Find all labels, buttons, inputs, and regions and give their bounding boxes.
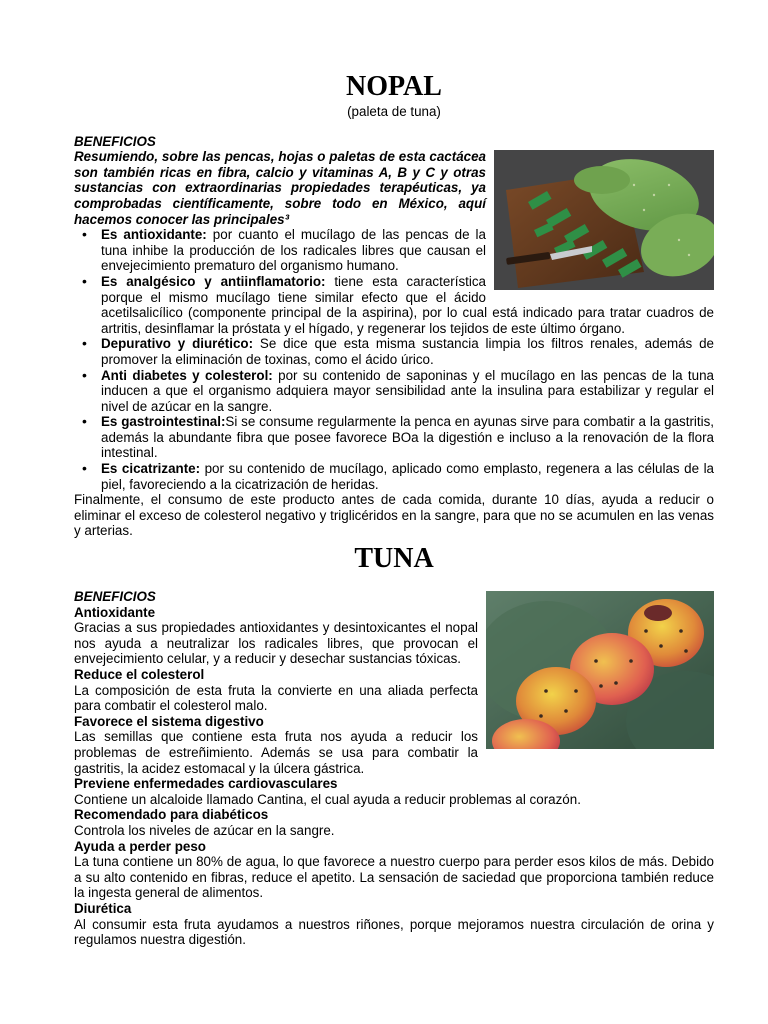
benefit-text: por cuanto el mucílago de las pencas de la tuna inhibe la producción de los radicales libres que causan el envejecimiento prematuro del organismo humano. — [101, 227, 486, 274]
tuna-heading: Diurética — [74, 900, 132, 916]
tuna-title: TUNA — [354, 543, 434, 575]
nopal-intro: Resumiendo, sobre las pencas, hojas o paletas de esta cactácea son también ricas en fibra, calcio y vitaminas A, B y C y otras sustancias con extraordinarias propiedades terapéuticas, ya comprobadas científicamente, sobre todo en México, aquí hacemos conocer las principales³ — [74, 149, 486, 227]
tuna-beneficios-label: BENEFICIOS — [74, 589, 156, 605]
tuna-paragraph: Al consumir esta fruta ayudamos a nuestros riñones, porque mejoramos nuestra circulación de orina y regulamos nuestra digestión. — [74, 916, 714, 948]
benefit-term: Es antioxidante: — [101, 227, 207, 243]
nopal-subtitle: (paleta de tuna) — [347, 104, 441, 119]
nopal-section — [74, 70, 714, 539]
nopal-benefit-item — [101, 274, 714, 336]
nopal-benefits-list — [74, 227, 714, 492]
tuna-paragraph: Contiene un alcaloide llamado Cantina, el cual ayuda a reducir problemas al corazón. — [74, 791, 581, 807]
nopal-benefit-item — [101, 414, 714, 461]
benefit-term: Es analgésico y antiinflamatorio: — [101, 273, 326, 289]
document-page — [74, 70, 714, 948]
tuna-heading: Antioxidante — [74, 604, 156, 620]
benefit-term: Es gastrointestinal: — [101, 414, 226, 430]
benefit-term: Anti diabetes y colesterol: — [101, 367, 273, 383]
prickly-pear-photo-icon — [486, 591, 714, 749]
nopal-title: NOPAL — [346, 71, 442, 102]
tuna-paragraph: Controla los niveles de azúcar en la sangre. — [74, 822, 335, 838]
tuna-paragraph: La tuna contiene un 80% de agua, lo que favorece a nuestro cuerpo para perder esos kilos de más. Debido a su alto contenido en fibras, reduce el apetito. La sensación de saciedad que proporciona también reduce la ingesta general de alimentos. — [74, 854, 714, 901]
nopal-benefit-item — [101, 368, 714, 415]
nopal-closing-paragraph: Finalmente, el consumo de este producto antes de cada comida, durante 10 días, ayuda a reducir o eliminar el exceso de colesterol negativo y triglicéridos en la sangre, para que no se acumulen en las venas y arterias. — [74, 492, 714, 539]
tuna-paragraph: Gracias a sus propiedades antioxidantes y desintoxicantes el nopal nos ayuda a neutralizar los radicales libres, que provocan el envejecimiento celular, y a reducir y desechar sustancias tóxicas. — [74, 620, 478, 667]
benefit-text: tiene esta característica porque el mismo mucílago tiene similar efecto que el ácido acetilsalicílico (componente principal de la aspirina), por lo cual está indicado para tratar cuadros de artritis, desinflamar la próstata y el hígado, y regenerar los tejidos de este último órgano. — [101, 273, 714, 336]
tuna-heading: Favorece el sistema digestivo — [74, 713, 264, 729]
tuna-heading: Reduce el colesterol — [74, 667, 205, 682]
tuna-section — [74, 543, 714, 948]
nopal-benefit-item — [101, 461, 714, 492]
benefit-text: Si se consume regularmente la penca en ayunas sirve para combatir a la gastritis, además la abundante fibra que posee favorece BOa la digestión e incluso a la renovación de la flora intestinal. — [101, 414, 714, 461]
benefit-term: Es cicatrizante: — [101, 461, 201, 477]
nopal-beneficios-label: BENEFICIOS — [74, 133, 156, 149]
benefit-text: Se dice que esta misma sustancia limpia los filtros renales, además de promover la eliminación de toxinas, como el ácido úrico. — [101, 336, 714, 367]
tuna-heading: Recomendado para diabéticos — [74, 807, 269, 823]
nopal-benefit-item — [101, 336, 714, 367]
tuna-paragraph: La composición de esta fruta la convierte en una aliada perfecta para combatir el colesterol malo. — [74, 682, 478, 714]
benefit-term: Depurativo y diurético: — [101, 336, 254, 352]
nopal-benefit-item — [101, 227, 714, 274]
tuna-heading: Previene enfermedades cardiovasculares — [74, 776, 338, 792]
tuna-heading: Ayuda a perder peso — [74, 838, 206, 854]
tuna-photo — [486, 591, 714, 749]
tuna-paragraph: Las semillas que contiene esta fruta nos ayuda a reducir los problemas de estreñimiento. Además se usa para combatir la gastritis, la acidez estomacal y la úlcera gástrica. — [74, 729, 478, 776]
benefit-text: por su contenido de mucílago, aplicado como emplasto, regenera a las células de la piel, favoreciendo a la cicatrización de heridas. — [101, 461, 714, 492]
benefit-text: por su contenido de saponinas y el mucílago en las pencas de la tuna inducen a que el organismo adquiera mayor sensibilidad ante la insulina para estabilizar y regular el nivel de azúcar en la sangre. — [101, 367, 714, 414]
